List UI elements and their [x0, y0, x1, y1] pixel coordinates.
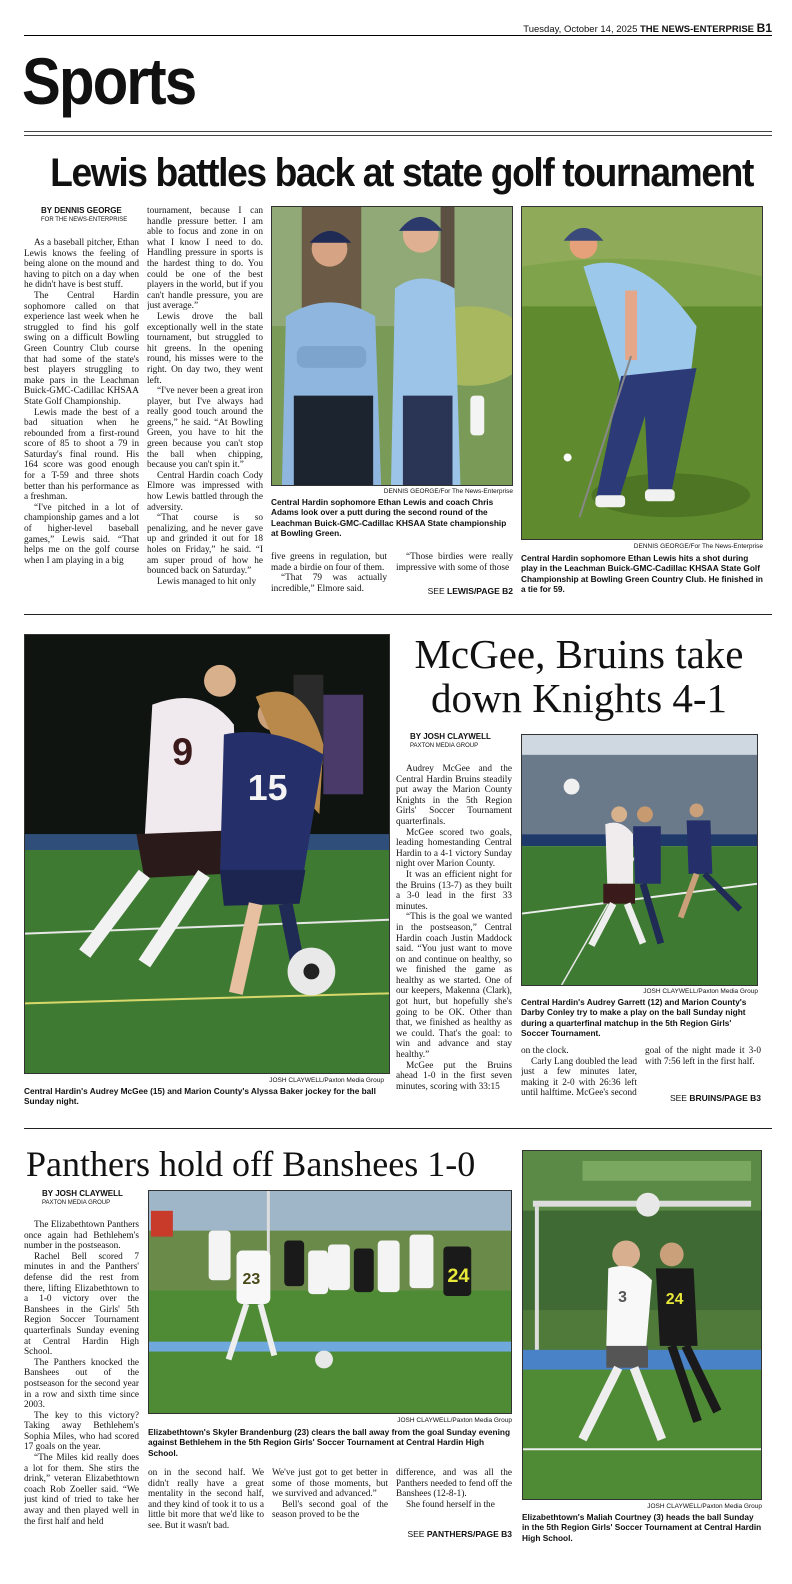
- paragraph: five greens in regulation, but made a birdie on four of them.: [271, 552, 387, 573]
- story2-byline-block: [410, 732, 510, 750]
- story1-photo2-credit: DENNIS GEORGE/For The News-Enterprise: [633, 543, 763, 550]
- story1-col1: [24, 238, 139, 598]
- story3-photo1: [148, 1190, 512, 1414]
- story3-jump-link[interactable]: [396, 1529, 512, 1539]
- story1-photo1: [271, 206, 513, 486]
- paragraph: Lewis made the best of a bad situation when he rebounded from a first-round score of 85 to shoot a 79 in Saturday's final round. His 164 score was good enough for a T-59 and three shots better than his performance as a freshman.: [24, 407, 139, 503]
- paragraph: goal of the night made it 3-0 with 7:56 left in the first half.: [645, 1046, 761, 1067]
- story3-col1: [24, 1220, 139, 1542]
- paragraph: As a baseball pitcher, Ethan Lewis knows the feeling of being alone on the mound and having to pitch on a day when he didn't have is best stuff.: [24, 238, 139, 291]
- paragraph: Carly Lang doubled the lead just a few minutes later, making it 2-0 with 26:36 left until halftime. McGee's second: [521, 1056, 637, 1099]
- jersey-number-b: 24: [447, 1265, 470, 1288]
- paragraph: on in the second half. We didn't really have a great mentality in the second half, and they kind of took it to us a little bit more that we'd like to see. But it wasn't bad.: [148, 1468, 264, 1531]
- paragraph: “That course is so penalizing, and he never gave up and grinded it out for 18 holes on Friday,” he said. “I am super proud of how he bounced back on Saturday.”: [147, 513, 263, 577]
- story3-byline-org: PAXTON MEDIA GROUP: [42, 1200, 111, 1206]
- story1-byline-org: FOR THE NEWS-ENTERPRISE: [41, 217, 128, 223]
- paragraph: The Central Hardin sophomore called on that experience last week when he struggled to find his golf swing on a difficult Bowling Green Country Club course that had some of the state's best players struggling to make pars in the Leachman Buick-GMC-Cadillac KHSAA State Golf Championship.: [24, 290, 139, 407]
- soccer-clearance-photo: [149, 1191, 511, 1413]
- jersey-number-b: 15: [247, 768, 288, 809]
- story3-col3: [272, 1468, 388, 1542]
- story1-col2: [147, 206, 263, 598]
- story2-byline-org: PAXTON MEDIA GROUP: [410, 743, 479, 749]
- story1-photo1-caption: Central Hardin sophomore Ethan Lewis and coach Chris Adams look over a putt during the second round of the Leachman Buick-GMC-Cadillac KHSAA State championship at Bowling Green.: [271, 497, 507, 539]
- jump-prefix: SEE: [427, 586, 445, 596]
- story3-headline[interactable]: Panthers hold off Banshees 1-0: [26, 1144, 476, 1184]
- story3-photo2-caption: Elizabethtown's Maliah Courtney (3) heads the ball Sunday in the 5th Region Girls' Soccer Tournament at Central Hardin High School.: [522, 1512, 762, 1543]
- story3-byline-block: [42, 1189, 142, 1207]
- jump-target[interactable]: PANTHERS/PAGE B3: [426, 1529, 512, 1539]
- paragraph: We've just got to get better in some of those moments, but we survived and advanced.”: [272, 1468, 388, 1500]
- paragraph: “That 79 was actually incredible,” Elmore said.: [271, 573, 387, 594]
- story2-photo2-credit: JOSH CLAYWELL/Paxton Media Group: [643, 988, 758, 995]
- story-divider: [24, 1128, 772, 1129]
- paragraph: McGee put the Bruins ahead 1-0 in the first seven minutes, scoring with 33:15: [396, 1060, 512, 1092]
- story2-headline-line2: down Knights 4-1: [430, 675, 728, 721]
- paragraph: “I've never been a great iron player, but I've always had really good touch around the greens,” he said. “At Bowling Green, you have to hit the green because you can't stop the ball when chipping, because you can't spin it.”: [147, 386, 263, 471]
- paragraph: It was an efficient night for the Bruins (13-7) as they built a 3-0 lead in the first 33 minutes.: [396, 869, 512, 912]
- golfer-swing-photo: [522, 207, 762, 539]
- paragraph: difference, and was all the Panthers needed to fend off the Banshees (12-8-1).: [396, 1468, 512, 1500]
- story1-photo2: [521, 206, 763, 540]
- golfers-photo: [272, 207, 512, 485]
- paragraph: She found herself in the: [406, 1499, 495, 1510]
- story1-col4: [396, 552, 513, 576]
- story3-col4: [396, 1468, 512, 1522]
- story2-headline[interactable]: [396, 632, 762, 720]
- story1-jump-link[interactable]: [396, 586, 513, 596]
- story3-byline: BY JOSH CLAYWELL: [42, 1189, 123, 1198]
- section-divider: [24, 131, 772, 136]
- soccer-duel-photo: [25, 635, 389, 1073]
- story2-col2: [521, 1046, 637, 1108]
- story2-photo1: [24, 634, 390, 1074]
- story2-photo1-credit: JOSH CLAYWELL/Paxton Media Group: [269, 1077, 384, 1084]
- story-divider: [24, 614, 772, 615]
- paragraph: “Those birdies were really impressive with some of those: [396, 552, 513, 573]
- jump-prefix: SEE: [407, 1529, 425, 1539]
- story1-byline-block: [41, 206, 136, 224]
- story2-photo2: [521, 734, 758, 986]
- paragraph: on the clock.: [521, 1046, 569, 1056]
- paragraph: The Panthers knocked the Banshees out of the postseason for the second year in a row and sixth time since 2003.: [24, 1357, 139, 1411]
- story3-photo2: [522, 1150, 762, 1500]
- paragraph: The Elizabethtown Panthers once again had Bethlehem's number in the postseason.: [24, 1220, 139, 1252]
- story3-photo2-credit: JOSH CLAYWELL/Paxton Media Group: [647, 1503, 762, 1510]
- story2-photo1-caption: Central Hardin's Audrey McGee (15) and Marion County's Alyssa Baker jockey for the ball Sunday night.: [24, 1086, 376, 1107]
- header-page: B1: [756, 21, 772, 35]
- story1-byline: BY DENNIS GEORGE: [41, 206, 122, 215]
- paragraph: Rachel Bell scored 7 minutes in and the Panthers' defense did the rest from there, lifting Elizabethtown to a 1-0 victory over the Banshees in the Girls' 5th Region Soccer Tournament quarterfinals Sunday evening at Central Hardin High School.: [24, 1251, 139, 1358]
- story2-photo2-caption: Central Hardin's Audrey Garrett (12) and Marion County's Darby Conley try to make a play on the ball Sunday night during a quarterfinal matchup in the 5th Region Girls' Soccer Tournament.: [521, 997, 747, 1039]
- story2-col3: [645, 1046, 761, 1082]
- paragraph: tournament, because I can handle pressure better. I am able to focus and zone in on what I know I need to do. Handling pressure in sports is the hardest thing to do. You could be one of the best players in the world, but if you can't handle pressure, you are just average.”: [147, 206, 263, 312]
- jump-prefix: SEE: [669, 1093, 687, 1103]
- story2-col1: [396, 764, 512, 1108]
- story2-jump-link[interactable]: [645, 1093, 761, 1103]
- paragraph: Bell's second goal of the season proved to be the: [272, 1499, 388, 1521]
- paragraph: “I've pitched in a lot of championship games and a lot of higher-level baseball games,” Lewis said. “That helps me on the golf course when I am playing in a big: [24, 502, 139, 566]
- paragraph: Audrey McGee and the Central Hardin Bruins steadily put away the Marion County Knights in the 5th Region Girls' Soccer Tournament quarterfinals.: [396, 764, 512, 827]
- story1-photo1-credit: DENNIS GEORGE/For The News-Enterprise: [383, 488, 513, 495]
- jump-target[interactable]: BRUINS/PAGE B3: [689, 1093, 761, 1103]
- jersey-number-a: 3: [618, 1289, 628, 1307]
- page-header: [24, 22, 772, 36]
- story3-col2: [148, 1468, 264, 1542]
- paragraph: “The Miles kid really does a lot for them. She stirs the drink,” veteran Elizabethtown coach Rob Zoeller said. “We just kind of tried to take her away and then played well in the first half and held: [24, 1453, 139, 1527]
- story1-photo2-caption: Central Hardin sophomore Ethan Lewis hits a shot during play in the Leachman Buick-GMC-Cadillac KHSAA State Golf Championship at Bowling Green Country Club. He finished in a tie for 59.: [521, 553, 763, 595]
- paragraph: The key to this victory? Taking away Bethlehem's Sophia Miles, who had scored 17 goals on the year.: [24, 1410, 139, 1453]
- paragraph: McGee scored two goals, leading homestanding Central Hardin to a 4-1 victory Sunday night over Marion County.: [396, 827, 512, 870]
- jersey-number-b: 24: [665, 1291, 684, 1309]
- story3-photo1-credit: JOSH CLAYWELL/Paxton Media Group: [397, 1417, 512, 1424]
- story2-byline: BY JOSH CLAYWELL: [410, 732, 491, 741]
- soccer-header-photo: [523, 1151, 761, 1499]
- soccer-match-photo: [522, 735, 757, 985]
- paragraph: “This is the goal we wanted in the postseason,” Central Hardin coach Justin Maddock said. “You just want to move on and continue on healthy, so we finished the game as healthy as we started. One of our keepers, Makenna (Clark), got hurt, but hopefully she's going to be OK. Other than that, we finished as healthy as we could. That's the goal: to win and advance and stay healthy.”: [396, 912, 512, 1061]
- jump-target[interactable]: LEWIS/PAGE B2: [447, 586, 513, 596]
- story1-col3: [271, 552, 387, 596]
- jersey-number-a: 9: [172, 731, 194, 774]
- header-paper: THE NEWS-ENTERPRISE: [640, 24, 755, 35]
- header-date: Tuesday, October 14, 2025: [523, 24, 638, 35]
- story3-photo1-caption: Elizabethtown's Skyler Brandenburg (23) clears the ball away from the goal Sunday evening against Bethlehem in the 5th Region Girls' Soccer Tournament at Central Hardin High School.: [148, 1427, 511, 1458]
- story2-headline-line1: McGee, Bruins take: [414, 631, 744, 677]
- story1-headline[interactable]: Lewis battles back at state golf tournament: [50, 151, 753, 195]
- jersey-number-a: 23: [242, 1271, 261, 1289]
- paragraph: Lewis managed to hit only: [157, 576, 257, 587]
- section-title: Sports: [22, 44, 196, 118]
- paragraph: Lewis drove the ball exceptionally well in the state tournament, but struggled to hit greens. In the opening round, his misses were to the right. On day two, they went left.: [147, 311, 263, 386]
- paragraph: Central Hardin coach Cody Elmore was impressed with how Lewis battled through the adversity.: [147, 470, 263, 513]
